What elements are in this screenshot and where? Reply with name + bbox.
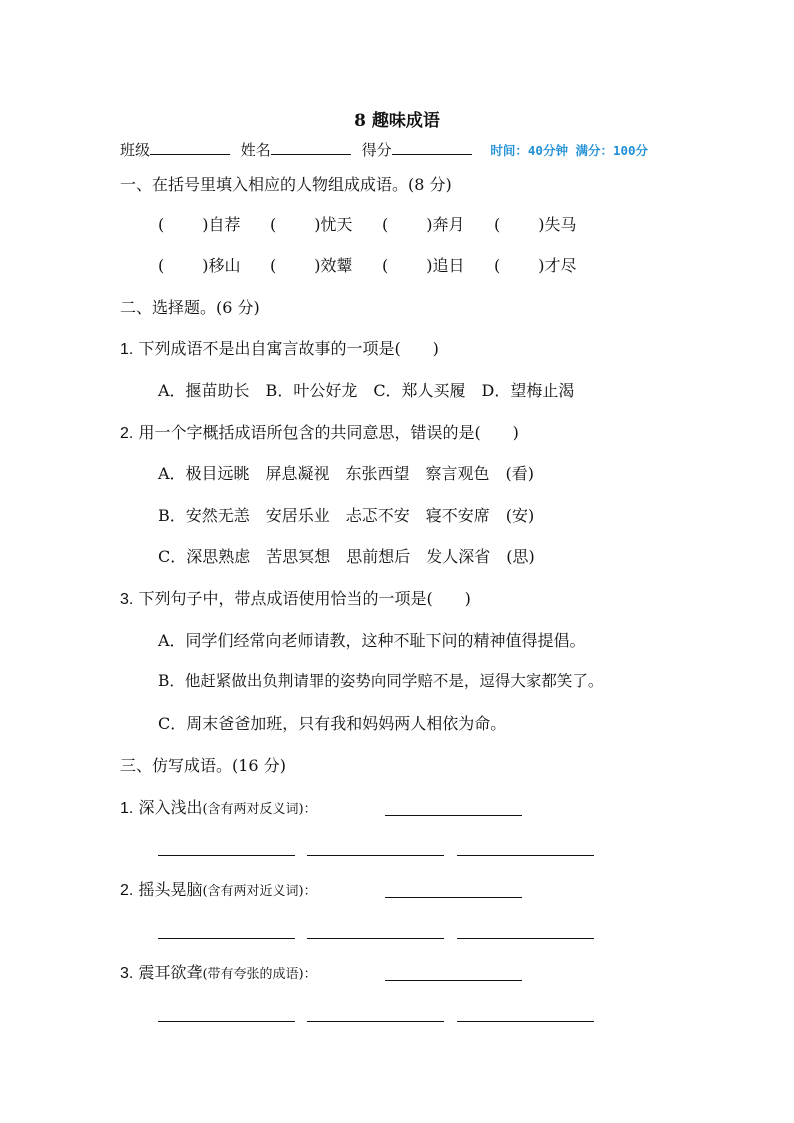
option-2-2-b[interactable]: B．安然无恙 安居乐业 忐忑不安 寝不安席 (安) xyxy=(158,506,535,525)
section3-heading: 三、仿写成语。(16 分) xyxy=(120,756,286,775)
page-title: 8 趣味成语 xyxy=(354,111,440,131)
answer-line[interactable] xyxy=(158,855,295,856)
name-label: 姓名 xyxy=(240,141,271,159)
question-2-2: 2. 用一个字概括成语所包含的共同意思，错误的是( ) xyxy=(120,423,519,442)
idiom-item[interactable]: ( )失马 xyxy=(494,215,577,234)
option-2-2-a[interactable]: A．极目远眺 屏息凝视 东张西望 察言观色 (看) xyxy=(158,464,535,483)
option-2-2-c[interactable]: C．深思熟虑 苦思冥想 思前想后 发人深省 (思) xyxy=(158,547,535,566)
class-label: 班级 xyxy=(120,141,151,159)
answer-line[interactable] xyxy=(457,1021,594,1022)
answer-line[interactable] xyxy=(457,938,594,939)
idiom-item[interactable]: ( )才尽 xyxy=(494,256,577,275)
idiom-item[interactable]: ( )忧天 xyxy=(270,215,353,234)
section1-heading: 一、在括号里填入相应的人物组成成语。(8 分) xyxy=(120,175,452,194)
name-field[interactable] xyxy=(271,140,351,155)
question-3-3: 3. 震耳欲聋(带有夸张的成语)： xyxy=(120,963,317,982)
question-2-1-options[interactable]: A．揠苗助长 B．叶公好龙 C．郑人买履 D．望梅止渴 xyxy=(158,381,575,400)
student-info-line xyxy=(120,139,648,160)
time-score-info: 时间：40分钟 满分：100分 xyxy=(490,143,649,158)
answer-line[interactable] xyxy=(385,815,522,816)
answer-line[interactable] xyxy=(307,1021,444,1022)
idiom-item[interactable]: ( )自荐 xyxy=(158,215,241,234)
answer-line[interactable] xyxy=(158,1021,295,1022)
question-2-3: 3. 下列句子中，带点成语使用恰当的一项是( ) xyxy=(120,589,471,608)
option-2-3-c[interactable]: C．周末爸爸加班，只有我和妈妈两人相依为命。 xyxy=(158,714,507,733)
score-field[interactable] xyxy=(392,140,472,155)
idiom-item[interactable]: ( )奔月 xyxy=(382,215,465,234)
idiom-item[interactable]: ( )移山 xyxy=(158,256,241,275)
section1-row1 xyxy=(158,212,606,235)
option-2-3-a[interactable]: A．同学们经常向老师请教，这种不耻下问的精神值得提倡。 xyxy=(158,631,586,650)
option-2-3-b[interactable]: B．他赶紧做出负荆请罪的姿势向同学赔不是，逗得大家都笑了。 xyxy=(158,672,604,690)
answer-line[interactable] xyxy=(385,897,522,898)
answer-line[interactable] xyxy=(385,980,522,981)
section1-row2 xyxy=(158,253,606,276)
question-2-1: 1. 下列成语不是出自寓言故事的一项是( ) xyxy=(120,339,439,358)
question-3-1: 1. 深入浅出(含有两对反义词)： xyxy=(120,798,317,817)
answer-line[interactable] xyxy=(457,855,594,856)
class-field[interactable] xyxy=(150,140,230,155)
score-label: 得分 xyxy=(361,141,392,159)
section2-heading: 二、选择题。(6 分) xyxy=(120,298,260,317)
idiom-item[interactable]: ( )效颦 xyxy=(270,256,353,275)
question-3-2: 2. 摇头晃脑(含有两对近义词)： xyxy=(120,880,317,899)
idiom-item[interactable]: ( )追日 xyxy=(382,256,465,275)
answer-line[interactable] xyxy=(307,938,444,939)
answer-line[interactable] xyxy=(158,938,295,939)
answer-line[interactable] xyxy=(307,855,444,856)
